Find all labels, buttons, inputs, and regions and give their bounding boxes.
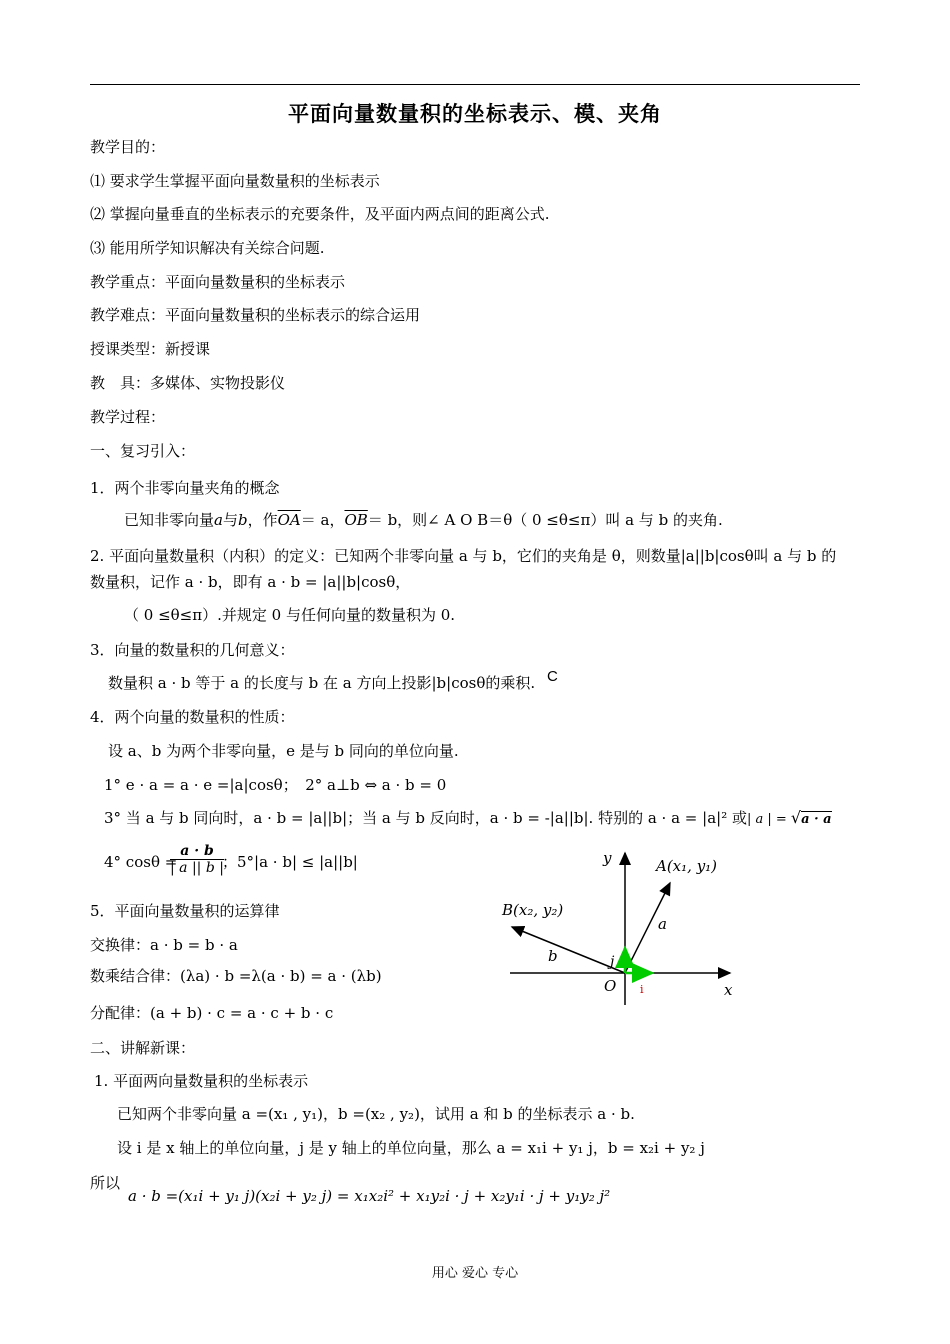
point-a-label: A(x₁, y₁) [656, 857, 718, 875]
footer: 用心 爱心 专心 [431, 1266, 519, 1281]
item-4-title: 4．两个向量的数量积的性质： [90, 708, 295, 726]
item-3-text: 数量积 a · b 等于 a 的长度与 b 在 a 方向上投影|b|cosθ的乘积. [108, 674, 536, 692]
property-1-2: 1° e · a = a · e =|a|cosθ； 2° a⊥b ⇔ a · b = 0 [104, 776, 447, 794]
vector-b-label: b [548, 947, 558, 965]
property-4-right: ；5°|a · b| ≤ |a||b| [222, 853, 358, 871]
new-1-so: 所以 [90, 1174, 121, 1192]
point-b-label: B(x₂, y₂) [502, 901, 564, 919]
page-title: 平面向量数量积的坐标表示、模、夹角 [288, 102, 662, 126]
y-axis-label: y [603, 849, 612, 867]
item-1-title: 1．两个非零向量夹角的概念 [90, 479, 280, 497]
unit-j-label: j [610, 954, 615, 970]
law-distributive: 分配律：(a + b) · c = a · c + b · c [90, 1004, 334, 1022]
key-point: 教学重点：平面向量数量积的坐标表示 [90, 273, 346, 291]
origin-label: O [604, 977, 617, 995]
new-1-formula: a · b =(x₁i + y₁ j)(x₂i + y₂ j) = x₁x₂i² + x₁y₂i · j + x₂y₁i · j + y₁y₂ j² [128, 1187, 611, 1205]
law-commutative: 交换律：a · b = b · a [90, 936, 238, 954]
vector-b [512, 927, 625, 973]
new-1-unit-vectors: 设 i 是 x 轴上的单位向量，j 是 y 轴上的单位向量，那么 a = x₁i + y₁ j，b = x₂i + y₂ j [117, 1139, 705, 1157]
item-1-text: 已知非零向量a与b，作$\overline{OA}= a$，$\overline{OB}= b$，则∠ A O B＝θ（ 0 ≤θ≤π）叫 a 与 b 的夹角. [124, 511, 723, 529]
vector-a-label: a [658, 915, 667, 933]
section-2-heading: 二、讲解新课： [90, 1039, 196, 1057]
lesson-type: 授课类型：新授课 [90, 340, 211, 358]
section-1-heading: 一、复习引入： [90, 442, 196, 460]
item-4-intro: 设 a、b 为两个非零向量，e 是与 b 同向的单位向量. [108, 742, 459, 760]
item-5-title: 5．平面向量数量积的运算律 [90, 902, 280, 920]
objectives-heading: 教学目的： [90, 138, 166, 156]
unit-i-label: i [640, 983, 644, 996]
stray-letter: C [547, 668, 558, 685]
objective-2: ⑵ 掌握向量垂直的坐标表示的充要条件，及平面内两点间的距离公式. [90, 205, 550, 223]
header-rule [90, 84, 860, 85]
item-3-title: 3．向量的数量积的几何意义： [90, 641, 295, 659]
law-scalar: 数乘结合律：(λa) · b =λ(a · b) = a · (λb) [90, 967, 382, 985]
new-1-title: 1. 平面两向量数量积的坐标表示 [94, 1072, 309, 1090]
process-heading: 教学过程： [90, 408, 166, 426]
difficult-point: 教学难点：平面向量数量积的坐标表示的综合运用 [90, 306, 421, 324]
property-4-left: 4° cosθ = [104, 853, 178, 871]
item-2-line-1: 2. 平面向量数量积（内积）的定义：已知两个非零向量 a 与 b，它们的夹角是 θ，则数量|a||b|cosθ叫 a 与 b 的 [90, 547, 837, 565]
new-1-text: 已知两个非零向量 a =(x₁ , y₁)，b =(x₂ , y₂)，试用 a 和 b 的坐标表示 a · b. [117, 1105, 635, 1123]
cos-fraction: $\frac{a \cdot b}{| a || b |}$ [170, 843, 224, 876]
x-axis-label: x [724, 981, 733, 999]
objective-1: ⑴ 要求学生掌握平面向量数量积的坐标表示 [90, 172, 380, 190]
item-2-line-2: 数量积，记作 a · b，即有 a · b = |a||b|cosθ， [90, 573, 411, 591]
tools: 教 具：多媒体、实物投影仪 [90, 374, 286, 392]
property-3: 3° 当 a 与 b 同向时，a · b = |a||b|；当 a 与 b 反向时，a · b = -|a||b|. 特别的 a · a = |a|² 或| a | = √a · a [104, 808, 832, 827]
item-2-line-3: （ 0 ≤θ≤π）.并规定 0 与任何向量的数量积为 0. [124, 606, 456, 624]
coordinate-diagram [500, 845, 750, 1010]
objective-3: ⑶ 能用所学知识解决有关综合问题. [90, 239, 325, 257]
